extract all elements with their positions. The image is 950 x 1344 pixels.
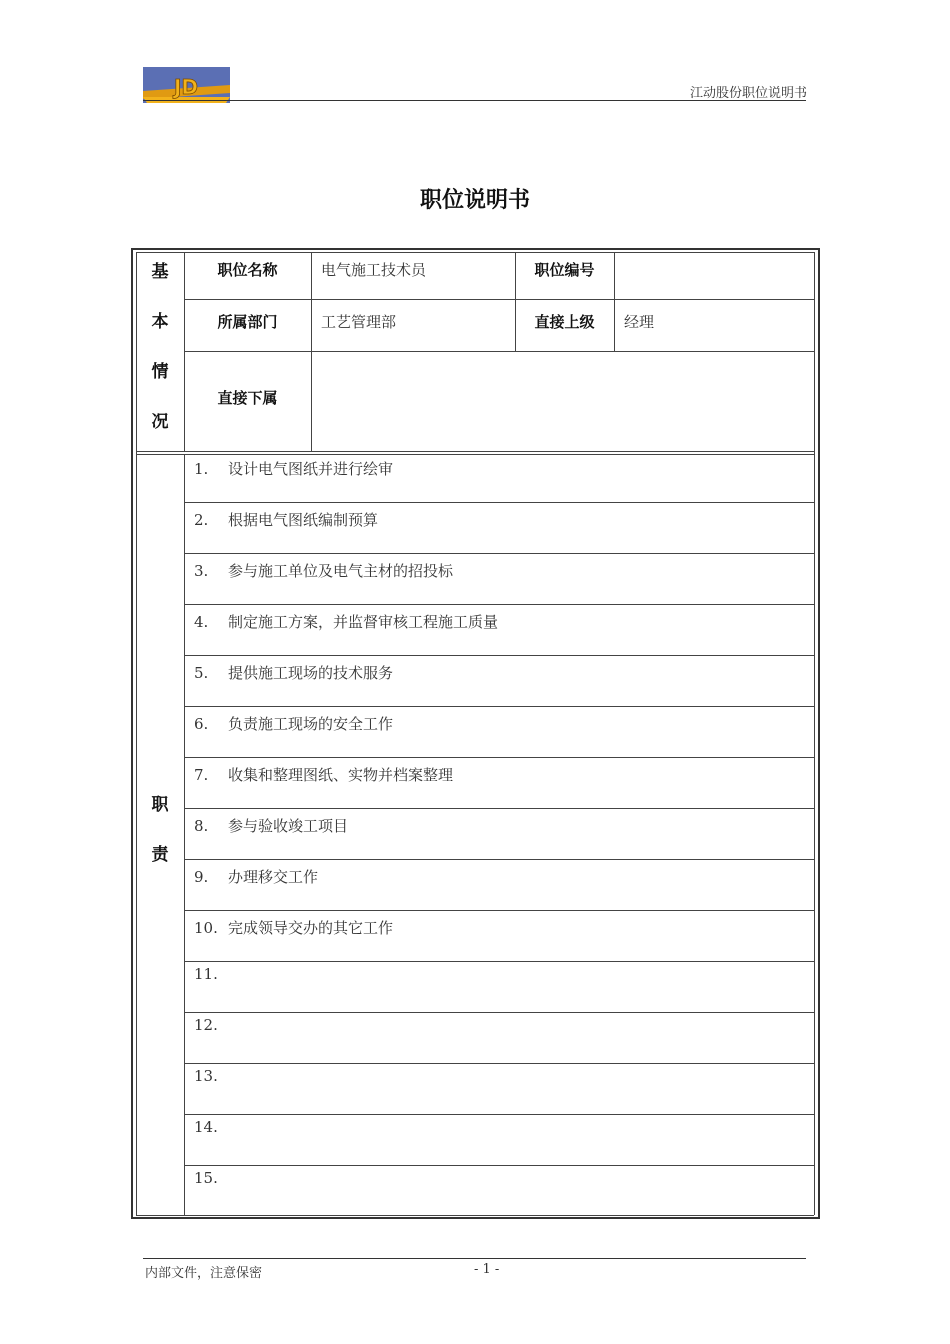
subordinate-label: 直接下属 [217,389,278,407]
duty-item [194,611,498,632]
duty-item [194,560,453,581]
duty-item-text: 设计电气图纸并进行绘审 [228,460,394,478]
duty-row-divider [184,1063,814,1064]
duty-row-divider [184,808,814,809]
inner-bottom-border [136,1215,814,1216]
duty-item [194,764,453,785]
duty-item-number: 7. [194,766,209,784]
inner-left-border [136,252,137,1215]
duty-item [194,917,393,938]
footer-confidential-note: 内部文件，注意保密 [145,1266,263,1281]
duty-item-number: 5. [194,664,209,682]
duties-section-label-char: 责 [151,845,169,865]
duty-item-text: 提供施工现场的技术服务 [228,664,394,682]
company-logo-icon [143,67,230,103]
duty-item [194,1118,228,1136]
duty-item-text: 参与施工单位及电气主材的招投标 [228,562,454,580]
section-divider [136,454,814,455]
header-divider [143,100,806,101]
duty-item-number: 2. [194,511,209,529]
basic-section-label-char: 本 [151,312,169,332]
duty-item [194,866,318,887]
superior-label: 直接上级 [534,313,595,331]
duty-item-number: 4. [194,613,209,631]
page-title: 职位说明书 [419,188,530,213]
page-number: - 1 - [474,1262,500,1277]
position-name-label: 职位名称 [217,261,278,279]
duties-section-label-char: 职 [151,795,169,815]
svg-text:JD: JD [173,75,199,99]
section-divider [136,451,814,452]
duty-item-number: 15. [194,1169,218,1187]
duty-row-divider [184,1165,814,1166]
footer-divider [143,1258,806,1259]
duty-row-divider [184,604,814,605]
duty-item [194,1169,228,1187]
duty-item-text: 收集和整理图纸、实物并档案整理 [228,766,454,784]
duty-item-text: 制定施工方案，并监督审核工程施工质量 [228,613,499,631]
duty-item-number: 6. [194,715,209,733]
duty-row-divider [184,553,814,554]
duty-item-text: 完成领导交办的其它工作 [228,919,394,937]
duty-item [194,965,228,983]
duty-row-divider [184,655,814,656]
position-code-label: 职位编号 [534,261,595,279]
duty-item-text: 办理移交工作 [228,868,319,886]
department-label: 所属部门 [217,313,278,331]
duty-item-number: 9. [194,868,209,886]
duties-divider-vertical [184,454,185,1215]
duty-item-number: 13. [194,1067,218,1085]
duty-item [194,1067,228,1085]
duty-item [194,1016,228,1034]
duty-item-text: 负责施工现场的安全工作 [228,715,394,733]
duty-item-number: 8. [194,817,209,835]
duty-row-divider [184,757,814,758]
basic-row-divider [184,299,814,300]
basic-section-label-char: 基 [151,262,169,282]
duty-item-number: 1. [194,460,209,478]
position-name-value: 电气施工技术员 [321,261,427,279]
duty-item-number: 14. [194,1118,218,1136]
basic-row-divider [184,351,814,352]
duty-item-text: 根据电气图纸编制预算 [228,511,379,529]
duty-row-divider [184,859,814,860]
duty-row-divider [184,1114,814,1115]
duty-item-number: 10. [194,919,218,937]
duty-item [194,509,378,530]
basic-divider-vertical [614,252,615,351]
duty-row-divider [184,1012,814,1013]
duty-row-divider [184,910,814,911]
company-document-title: 江动股份职位说明书 [689,86,807,101]
basic-section-label-char: 况 [151,412,169,432]
duty-row-divider [184,706,814,707]
duty-item-text: 参与验收竣工项目 [228,817,349,835]
duty-item [194,458,393,479]
inner-right-border [814,252,815,1215]
inner-top-border [136,252,814,253]
duty-item [194,815,348,836]
duty-item-number: 12. [194,1016,218,1034]
duty-item [194,662,393,683]
duty-row-divider [184,961,814,962]
duty-row-divider [184,502,814,503]
duty-item-number: 3. [194,562,209,580]
department-value: 工艺管理部 [321,313,397,331]
duty-item [194,713,393,734]
superior-value: 经理 [624,313,655,331]
basic-section-label-char: 情 [151,362,169,382]
duty-item-number: 11. [194,965,218,983]
